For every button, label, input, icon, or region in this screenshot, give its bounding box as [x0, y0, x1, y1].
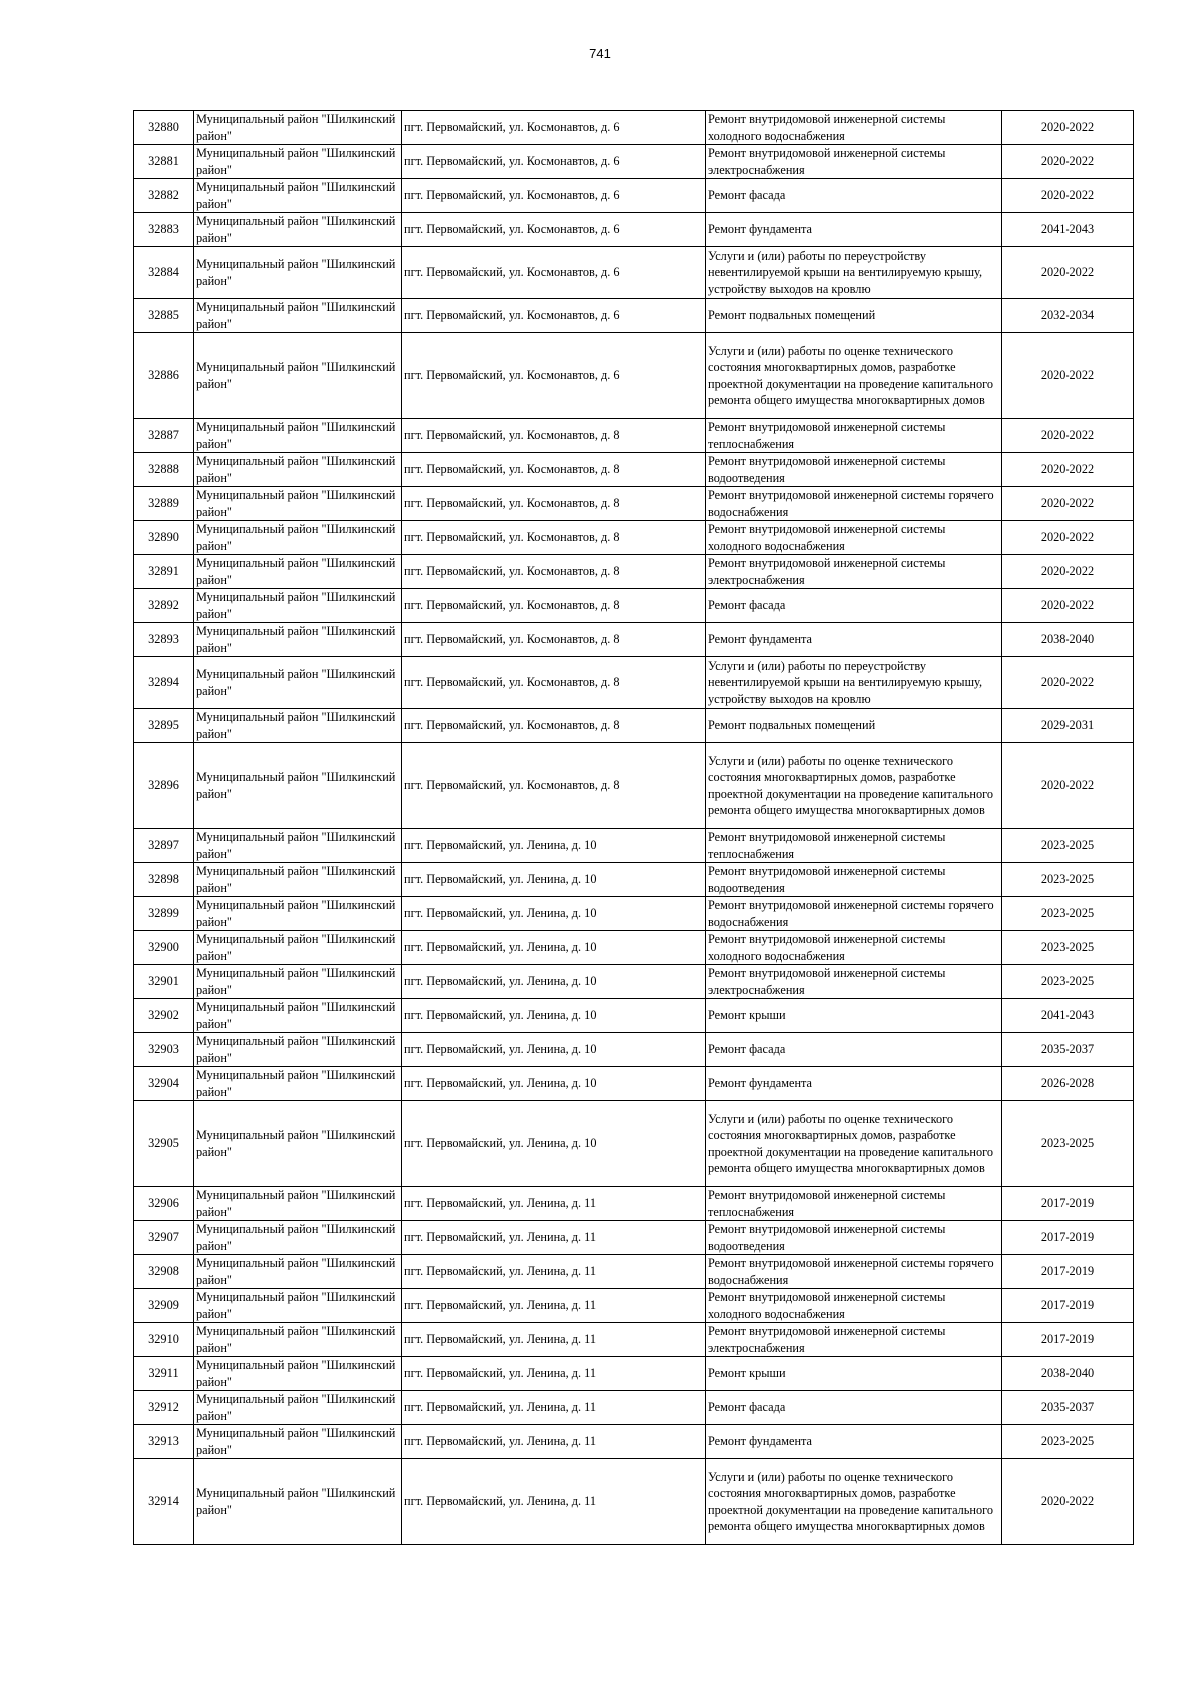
period-cell: 2023-2025	[1002, 863, 1134, 897]
address-cell: пгт. Первомайский, ул. Космонавтов, д. 6	[402, 213, 706, 247]
period-cell: 2020-2022	[1002, 487, 1134, 521]
period-cell: 2020-2022	[1002, 657, 1134, 709]
work-type-cell: Ремонт внутридомовой инженерной системы водоотведения	[706, 863, 1002, 897]
row-number: 32902	[134, 999, 194, 1033]
period-cell: 2041-2043	[1002, 213, 1134, 247]
work-type-cell: Ремонт внутридомовой инженерной системы горячего водоснабжения	[706, 897, 1002, 931]
period-cell: 2023-2025	[1002, 897, 1134, 931]
address-cell: пгт. Первомайский, ул. Космонавтов, д. 8	[402, 709, 706, 743]
table-row	[134, 333, 1134, 419]
municipality-cell: Муниципальный район "Шилкинский район"	[194, 1221, 402, 1255]
row-number: 32889	[134, 487, 194, 521]
municipality-cell: Муниципальный район "Шилкинский район"	[194, 965, 402, 999]
period-cell: 2017-2019	[1002, 1323, 1134, 1357]
work-type-cell: Ремонт внутридомовой инженерной системы электроснабжения	[706, 555, 1002, 589]
row-number: 32903	[134, 1033, 194, 1067]
work-type-cell: Услуги и (или) работы по переустройству невентилируемой крыши на вентилируемую крышу, устройству выходов на кровлю	[706, 657, 1002, 709]
period-cell: 2038-2040	[1002, 1357, 1134, 1391]
municipality-cell: Муниципальный район "Шилкинский район"	[194, 1255, 402, 1289]
table-row	[134, 965, 1134, 999]
municipality-cell: Муниципальный район "Шилкинский район"	[194, 1425, 402, 1459]
period-cell: 2023-2025	[1002, 965, 1134, 999]
table-row	[134, 1187, 1134, 1221]
address-cell: пгт. Первомайский, ул. Космонавтов, д. 8	[402, 555, 706, 589]
municipality-cell: Муниципальный район "Шилкинский район"	[194, 419, 402, 453]
address-cell: пгт. Первомайский, ул. Космонавтов, д. 8	[402, 589, 706, 623]
row-number: 32895	[134, 709, 194, 743]
row-number: 32906	[134, 1187, 194, 1221]
municipality-cell: Муниципальный район "Шилкинский район"	[194, 657, 402, 709]
work-type-cell: Ремонт фундамента	[706, 1425, 1002, 1459]
address-cell: пгт. Первомайский, ул. Ленина, д. 10	[402, 1033, 706, 1067]
address-cell: пгт. Первомайский, ул. Ленина, д. 11	[402, 1221, 706, 1255]
table-row	[134, 247, 1134, 299]
address-cell: пгт. Первомайский, ул. Ленина, д. 10	[402, 829, 706, 863]
work-type-cell: Ремонт внутридомовой инженерной системы водоотведения	[706, 1221, 1002, 1255]
period-cell: 2017-2019	[1002, 1187, 1134, 1221]
work-type-cell: Ремонт внутридомовой инженерной системы электроснабжения	[706, 1323, 1002, 1357]
period-cell: 2026-2028	[1002, 1067, 1134, 1101]
period-cell: 2038-2040	[1002, 623, 1134, 657]
municipality-cell: Муниципальный район "Шилкинский район"	[194, 111, 402, 145]
row-number: 32910	[134, 1323, 194, 1357]
table-row	[134, 419, 1134, 453]
address-cell: пгт. Первомайский, ул. Космонавтов, д. 8	[402, 657, 706, 709]
row-number: 32908	[134, 1255, 194, 1289]
municipality-cell: Муниципальный район "Шилкинский район"	[194, 145, 402, 179]
row-number: 32885	[134, 299, 194, 333]
row-number: 32898	[134, 863, 194, 897]
table-row	[134, 521, 1134, 555]
municipality-cell: Муниципальный район "Шилкинский район"	[194, 247, 402, 299]
work-type-cell: Ремонт внутридомовой инженерной системы холодного водоснабжения	[706, 931, 1002, 965]
municipality-cell: Муниципальный район "Шилкинский район"	[194, 1033, 402, 1067]
municipality-cell: Муниципальный район "Шилкинский район"	[194, 1101, 402, 1187]
address-cell: пгт. Первомайский, ул. Ленина, д. 11	[402, 1357, 706, 1391]
row-number: 32893	[134, 623, 194, 657]
table-row	[134, 743, 1134, 829]
address-cell: пгт. Первомайский, ул. Космонавтов, д. 8	[402, 487, 706, 521]
municipality-cell: Муниципальный район "Шилкинский район"	[194, 179, 402, 213]
work-type-cell: Ремонт фундамента	[706, 623, 1002, 657]
row-number: 32899	[134, 897, 194, 931]
row-number: 32907	[134, 1221, 194, 1255]
address-cell: пгт. Первомайский, ул. Ленина, д. 10	[402, 863, 706, 897]
row-number: 32909	[134, 1289, 194, 1323]
period-cell: 2020-2022	[1002, 1459, 1134, 1545]
period-cell: 2023-2025	[1002, 1101, 1134, 1187]
municipality-cell: Муниципальный район "Шилкинский район"	[194, 743, 402, 829]
work-type-cell: Ремонт подвальных помещений	[706, 709, 1002, 743]
address-cell: пгт. Первомайский, ул. Ленина, д. 10	[402, 999, 706, 1033]
address-cell: пгт. Первомайский, ул. Ленина, д. 10	[402, 1101, 706, 1187]
period-cell: 2020-2022	[1002, 419, 1134, 453]
period-cell: 2020-2022	[1002, 589, 1134, 623]
work-type-cell: Ремонт внутридомовой инженерной системы холодного водоснабжения	[706, 111, 1002, 145]
address-cell: пгт. Первомайский, ул. Ленина, д. 10	[402, 897, 706, 931]
period-cell: 2023-2025	[1002, 829, 1134, 863]
work-type-cell: Ремонт внутридомовой инженерной системы теплоснабжения	[706, 829, 1002, 863]
page-number: 741	[589, 46, 611, 61]
address-cell: пгт. Первомайский, ул. Космонавтов, д. 8	[402, 419, 706, 453]
table-row	[134, 1357, 1134, 1391]
table-row	[134, 931, 1134, 965]
municipality-cell: Муниципальный район "Шилкинский район"	[194, 1067, 402, 1101]
table-row	[134, 623, 1134, 657]
address-cell: пгт. Первомайский, ул. Космонавтов, д. 6	[402, 333, 706, 419]
address-cell: пгт. Первомайский, ул. Ленина, д. 11	[402, 1459, 706, 1545]
table-row	[134, 453, 1134, 487]
period-cell: 2017-2019	[1002, 1255, 1134, 1289]
period-cell: 2020-2022	[1002, 521, 1134, 555]
work-type-cell: Ремонт фундамента	[706, 1067, 1002, 1101]
period-cell: 2020-2022	[1002, 145, 1134, 179]
address-cell: пгт. Первомайский, ул. Ленина, д. 10	[402, 1067, 706, 1101]
repair-schedule-table	[133, 110, 1134, 1545]
address-cell: пгт. Первомайский, ул. Космонавтов, д. 8	[402, 521, 706, 555]
municipality-cell: Муниципальный район "Шилкинский район"	[194, 1323, 402, 1357]
work-type-cell: Ремонт внутридомовой инженерной системы электроснабжения	[706, 145, 1002, 179]
address-cell: пгт. Первомайский, ул. Космонавтов, д. 6	[402, 179, 706, 213]
row-number: 32896	[134, 743, 194, 829]
period-cell: 2020-2022	[1002, 555, 1134, 589]
work-type-cell: Ремонт внутридомовой инженерной системы горячего водоснабжения	[706, 1255, 1002, 1289]
table-row	[134, 145, 1134, 179]
table-row	[134, 829, 1134, 863]
row-number: 32891	[134, 555, 194, 589]
row-number: 32901	[134, 965, 194, 999]
work-type-cell: Ремонт крыши	[706, 1357, 1002, 1391]
municipality-cell: Муниципальный район "Шилкинский район"	[194, 1391, 402, 1425]
table-row	[134, 897, 1134, 931]
municipality-cell: Муниципальный район "Шилкинский район"	[194, 299, 402, 333]
period-cell: 2020-2022	[1002, 179, 1134, 213]
municipality-cell: Муниципальный район "Шилкинский район"	[194, 521, 402, 555]
period-cell: 2020-2022	[1002, 111, 1134, 145]
municipality-cell: Муниципальный район "Шилкинский район"	[194, 931, 402, 965]
period-cell: 2032-2034	[1002, 299, 1134, 333]
table-row	[134, 999, 1134, 1033]
row-number: 32900	[134, 931, 194, 965]
work-type-cell: Ремонт внутридомовой инженерной системы холодного водоснабжения	[706, 521, 1002, 555]
row-number: 32912	[134, 1391, 194, 1425]
address-cell: пгт. Первомайский, ул. Ленина, д. 11	[402, 1255, 706, 1289]
period-cell: 2023-2025	[1002, 1425, 1134, 1459]
table-row	[134, 555, 1134, 589]
table-row	[134, 1033, 1134, 1067]
work-type-cell: Ремонт внутридомовой инженерной системы водоотведения	[706, 453, 1002, 487]
municipality-cell: Муниципальный район "Шилкинский район"	[194, 487, 402, 521]
table-row	[134, 1101, 1134, 1187]
address-cell: пгт. Первомайский, ул. Ленина, д. 11	[402, 1187, 706, 1221]
address-cell: пгт. Первомайский, ул. Ленина, д. 11	[402, 1425, 706, 1459]
row-number: 32913	[134, 1425, 194, 1459]
municipality-cell: Муниципальный район "Шилкинский район"	[194, 213, 402, 247]
municipality-cell: Муниципальный район "Шилкинский район"	[194, 863, 402, 897]
period-cell: 2035-2037	[1002, 1391, 1134, 1425]
table-row	[134, 487, 1134, 521]
municipality-cell: Муниципальный район "Шилкинский район"	[194, 1289, 402, 1323]
row-number: 32892	[134, 589, 194, 623]
period-cell: 2020-2022	[1002, 333, 1134, 419]
row-number: 32894	[134, 657, 194, 709]
row-number: 32887	[134, 419, 194, 453]
row-number: 32881	[134, 145, 194, 179]
work-type-cell: Ремонт внутридомовой инженерной системы горячего водоснабжения	[706, 487, 1002, 521]
row-number: 32882	[134, 179, 194, 213]
row-number: 32888	[134, 453, 194, 487]
municipality-cell: Муниципальный район "Шилкинский район"	[194, 1187, 402, 1221]
table-row	[134, 1289, 1134, 1323]
period-cell: 2020-2022	[1002, 743, 1134, 829]
address-cell: пгт. Первомайский, ул. Космонавтов, д. 6	[402, 299, 706, 333]
work-type-cell: Услуги и (или) работы по оценке технического состояния многоквартирных домов, разработке проектной документации на проведение капитального ремонта общего имущества многоквартирных домов	[706, 743, 1002, 829]
municipality-cell: Муниципальный район "Шилкинский район"	[194, 589, 402, 623]
table-row	[134, 589, 1134, 623]
address-cell: пгт. Первомайский, ул. Космонавтов, д. 8	[402, 453, 706, 487]
work-type-cell: Ремонт внутридомовой инженерной системы теплоснабжения	[706, 1187, 1002, 1221]
period-cell: 2029-2031	[1002, 709, 1134, 743]
row-number: 32905	[134, 1101, 194, 1187]
row-number: 32880	[134, 111, 194, 145]
period-cell: 2020-2022	[1002, 453, 1134, 487]
row-number: 32886	[134, 333, 194, 419]
period-cell: 2017-2019	[1002, 1221, 1134, 1255]
work-type-cell: Ремонт внутридомовой инженерной системы электроснабжения	[706, 965, 1002, 999]
period-cell: 2035-2037	[1002, 1033, 1134, 1067]
municipality-cell: Муниципальный район "Шилкинский район"	[194, 999, 402, 1033]
table-row	[134, 1425, 1134, 1459]
row-number: 32890	[134, 521, 194, 555]
work-type-cell: Услуги и (или) работы по оценке технического состояния многоквартирных домов, разработке проектной документации на проведение капитального ремонта общего имущества многоквартирных домов	[706, 1459, 1002, 1545]
table-row	[134, 1323, 1134, 1357]
work-type-cell: Ремонт крыши	[706, 999, 1002, 1033]
municipality-cell: Муниципальный район "Шилкинский район"	[194, 1459, 402, 1545]
address-cell: пгт. Первомайский, ул. Космонавтов, д. 6	[402, 111, 706, 145]
table-row	[134, 213, 1134, 247]
table-row	[134, 1255, 1134, 1289]
row-number: 32897	[134, 829, 194, 863]
address-cell: пгт. Первомайский, ул. Ленина, д. 11	[402, 1391, 706, 1425]
address-cell: пгт. Первомайский, ул. Ленина, д. 10	[402, 965, 706, 999]
table-row	[134, 179, 1134, 213]
work-type-cell: Ремонт внутридомовой инженерной системы теплоснабжения	[706, 419, 1002, 453]
work-type-cell: Ремонт фасада	[706, 1391, 1002, 1425]
municipality-cell: Муниципальный район "Шилкинский район"	[194, 1357, 402, 1391]
row-number: 32883	[134, 213, 194, 247]
row-number: 32884	[134, 247, 194, 299]
municipality-cell: Муниципальный район "Шилкинский район"	[194, 453, 402, 487]
municipality-cell: Муниципальный район "Шилкинский район"	[194, 333, 402, 419]
address-cell: пгт. Первомайский, ул. Космонавтов, д. 8	[402, 743, 706, 829]
table-row	[134, 1391, 1134, 1425]
work-type-cell: Ремонт фасада	[706, 589, 1002, 623]
work-type-cell: Ремонт фасада	[706, 179, 1002, 213]
address-cell: пгт. Первомайский, ул. Космонавтов, д. 8	[402, 623, 706, 657]
table-row	[134, 1067, 1134, 1101]
row-number: 32914	[134, 1459, 194, 1545]
address-cell: пгт. Первомайский, ул. Ленина, д. 10	[402, 931, 706, 965]
work-type-cell: Услуги и (или) работы по переустройству невентилируемой крыши на вентилируемую крышу, устройству выходов на кровлю	[706, 247, 1002, 299]
table-row	[134, 1221, 1134, 1255]
work-type-cell: Ремонт подвальных помещений	[706, 299, 1002, 333]
table-row	[134, 111, 1134, 145]
municipality-cell: Муниципальный район "Шилкинский район"	[194, 555, 402, 589]
table-row	[134, 1459, 1134, 1545]
address-cell: пгт. Первомайский, ул. Космонавтов, д. 6	[402, 145, 706, 179]
row-number: 32911	[134, 1357, 194, 1391]
work-type-cell: Ремонт внутридомовой инженерной системы холодного водоснабжения	[706, 1289, 1002, 1323]
table-row	[134, 709, 1134, 743]
municipality-cell: Муниципальный район "Шилкинский район"	[194, 829, 402, 863]
work-type-cell: Услуги и (или) работы по оценке технического состояния многоквартирных домов, разработке проектной документации на проведение капитального ремонта общего имущества многоквартирных домов	[706, 1101, 1002, 1187]
municipality-cell: Муниципальный район "Шилкинский район"	[194, 709, 402, 743]
period-cell: 2023-2025	[1002, 931, 1134, 965]
table-row	[134, 657, 1134, 709]
period-cell: 2020-2022	[1002, 247, 1134, 299]
period-cell: 2017-2019	[1002, 1289, 1134, 1323]
table-row	[134, 299, 1134, 333]
row-number: 32904	[134, 1067, 194, 1101]
table-row	[134, 863, 1134, 897]
address-cell: пгт. Первомайский, ул. Ленина, д. 11	[402, 1289, 706, 1323]
work-type-cell: Ремонт фасада	[706, 1033, 1002, 1067]
address-cell: пгт. Первомайский, ул. Космонавтов, д. 6	[402, 247, 706, 299]
municipality-cell: Муниципальный район "Шилкинский район"	[194, 623, 402, 657]
work-type-cell: Услуги и (или) работы по оценке технического состояния многоквартирных домов, разработке проектной документации на проведение капитального ремонта общего имущества многоквартирных домов	[706, 333, 1002, 419]
address-cell: пгт. Первомайский, ул. Ленина, д. 11	[402, 1323, 706, 1357]
period-cell: 2041-2043	[1002, 999, 1134, 1033]
table-body	[134, 111, 1134, 1545]
municipality-cell: Муниципальный район "Шилкинский район"	[194, 897, 402, 931]
work-type-cell: Ремонт фундамента	[706, 213, 1002, 247]
